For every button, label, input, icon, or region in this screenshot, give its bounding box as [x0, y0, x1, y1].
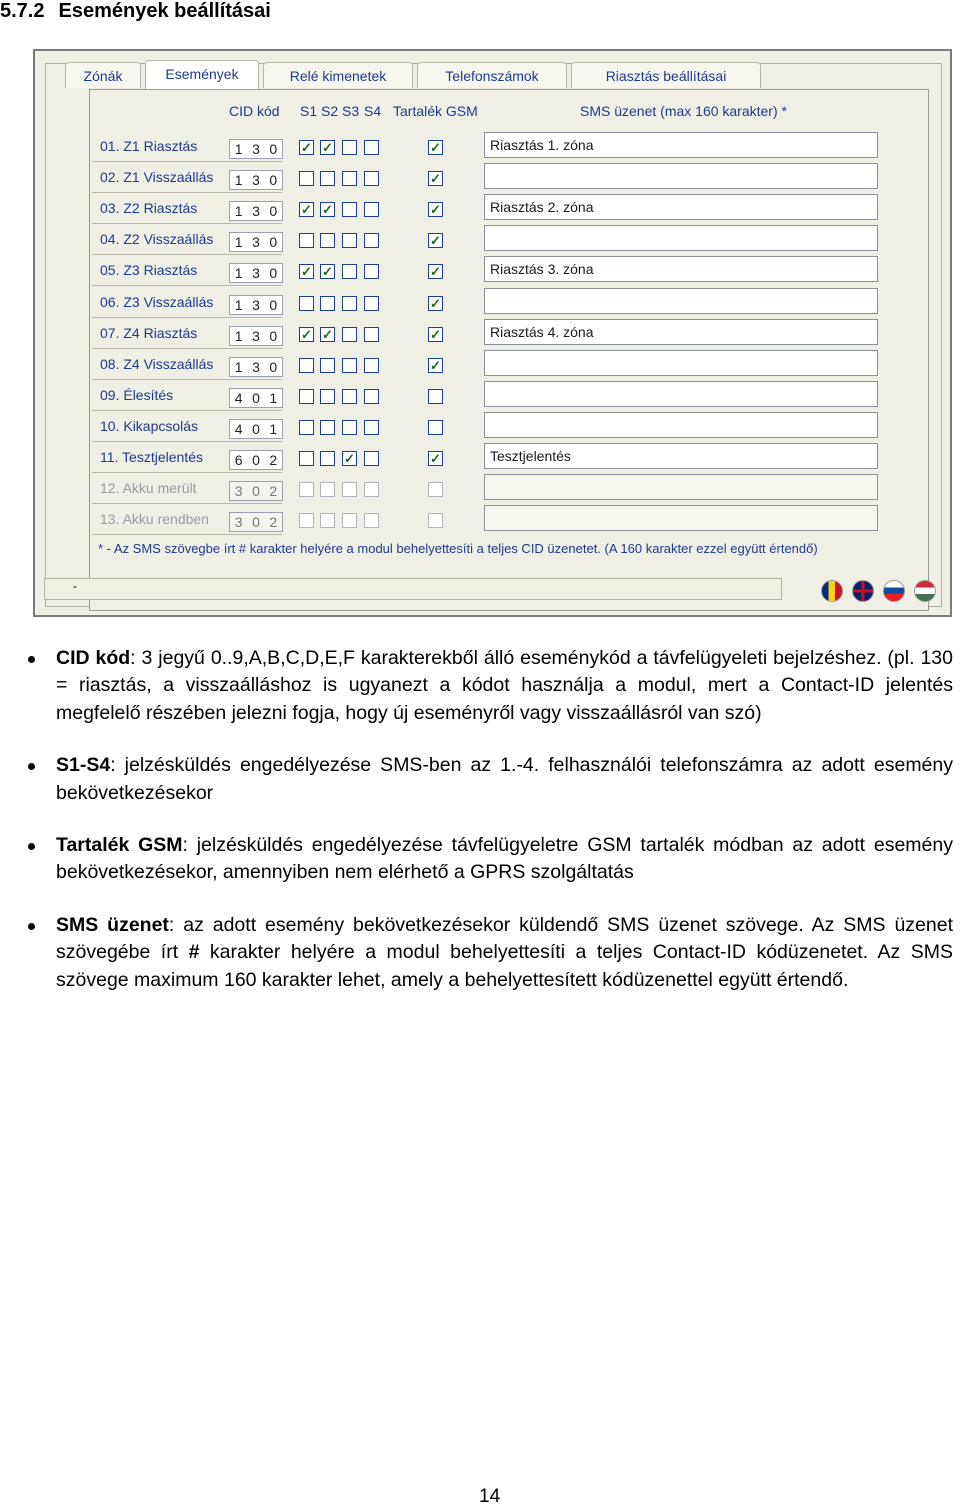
checkbox-s3[interactable] — [342, 233, 357, 248]
cid-digit: 0 — [269, 172, 278, 188]
cid-digit: 0 — [269, 141, 278, 157]
header-sms: SMS üzenet (max 160 karakter) * — [580, 103, 787, 119]
checkbox-s4[interactable] — [364, 327, 379, 342]
cid-digit: 0 — [252, 514, 260, 530]
checkbox-s1[interactable] — [299, 513, 314, 528]
sms-text-field[interactable] — [484, 381, 878, 407]
cid-code-field[interactable] — [229, 201, 283, 221]
checkbox-s1[interactable]: ✓ — [299, 140, 314, 155]
checkbox-s4[interactable] — [364, 420, 379, 435]
tab-zonak[interactable]: Zónák — [65, 62, 141, 88]
checkbox-s4[interactable] — [364, 451, 379, 466]
header-cid: CID kód — [229, 103, 280, 119]
checkbox-s1[interactable] — [299, 482, 314, 497]
tab-riasztas-beallitasai[interactable]: Riasztás beállításai — [571, 62, 761, 88]
checkbox-s2[interactable] — [320, 420, 335, 435]
checkbox-backup-gsm[interactable]: ✓ — [428, 451, 443, 466]
checkbox-s3[interactable] — [342, 389, 357, 404]
cid-digit: 0 — [252, 390, 260, 406]
flag-uk-icon[interactable] — [852, 580, 874, 602]
cid-digit: 2 — [269, 452, 278, 468]
checkbox-backup-gsm[interactable]: ✓ — [428, 171, 443, 186]
header-s3: S3 — [342, 103, 360, 119]
sms-text-field[interactable] — [484, 412, 878, 438]
bullet-text: : 3 jegyű 0..9,A,B,C,D,E,F karakterekből álló eseménykód a távfelügyeleti bejelzéshez. (pl. 130 = riasztás, a visszaálláshoz is ugyanezt a kódot használja a modul, mert a Contact-ID jelentés megfelelő részében jelezni fogja, hogy új eseményről vagy visszaállásról van szó) — [56, 647, 953, 724]
bullet-term: S1-S4 — [56, 754, 111, 777]
checkbox-s3[interactable] — [342, 171, 357, 186]
checkbox-s2[interactable]: ✓ — [320, 140, 335, 155]
row-divider — [92, 317, 282, 318]
event-label: 10. Kikapcsolás — [100, 418, 199, 434]
cid-digit: 0 — [269, 297, 278, 313]
checkbox-s2[interactable] — [320, 389, 335, 404]
checkbox-s4[interactable] — [364, 358, 379, 373]
bullet-term: Tartalék GSM — [56, 834, 183, 857]
cid-digit: 4 — [234, 421, 243, 437]
sms-text-field[interactable] — [484, 505, 878, 531]
bullet-s1-s4 — [28, 752, 953, 807]
checkbox-s3[interactable] — [342, 296, 357, 311]
checkbox-s2[interactable] — [320, 451, 335, 466]
cid-digit: 2 — [269, 514, 278, 530]
checkbox-backup-gsm[interactable] — [428, 389, 443, 404]
cid-digit: 3 — [252, 203, 260, 219]
cid-digit: 2 — [269, 483, 278, 499]
event-label: 02. Z1 Visszaállás — [100, 169, 214, 185]
cid-code-field[interactable] — [229, 481, 283, 501]
checkbox-backup-gsm[interactable] — [428, 482, 443, 497]
checkbox-backup-gsm[interactable]: ✓ — [428, 233, 443, 248]
bullet-term: SMS üzenet — [56, 913, 169, 936]
cid-code-field[interactable] — [229, 419, 283, 439]
cid-digit: 3 — [252, 172, 260, 188]
checkbox-s1[interactable] — [299, 358, 314, 373]
cid-digit: 1 — [234, 359, 243, 375]
cid-digit: 1 — [234, 265, 243, 281]
row-divider — [92, 161, 282, 162]
cid-digit: 1 — [234, 328, 243, 344]
row-divider — [92, 348, 282, 349]
checkbox-s4[interactable] — [364, 513, 379, 528]
cid-code-field[interactable] — [229, 357, 283, 377]
cid-digit: 0 — [269, 203, 278, 219]
cid-digit: 0 — [252, 483, 260, 499]
header-s2: S2 — [321, 103, 339, 119]
checkbox-s1[interactable]: ✓ — [299, 264, 314, 279]
row-divider — [92, 503, 282, 504]
checkbox-backup-gsm[interactable]: ✓ — [428, 202, 443, 217]
sms-text-field[interactable] — [484, 350, 878, 376]
row-divider — [92, 254, 282, 255]
checkbox-s2[interactable] — [320, 513, 335, 528]
cid-digit: 0 — [269, 234, 278, 250]
checkbox-s2[interactable] — [320, 482, 335, 497]
checkbox-s1[interactable]: ✓ — [299, 327, 314, 342]
checkbox-s2[interactable]: ✓ — [320, 202, 335, 217]
event-label: 11. Tesztjelentés — [100, 449, 203, 465]
row-divider — [92, 379, 282, 380]
event-label: 04. Z2 Visszaállás — [100, 231, 214, 247]
cid-digit: 1 — [269, 421, 278, 437]
footnote: * - Az SMS szövegbe írt # karakter helyére a modul behelyettesíti a teljes CID üzenetet. (A 160 karakter ezzel együtt értendő) — [98, 541, 818, 556]
event-label: 06. Z3 Visszaállás — [100, 294, 214, 310]
checkbox-s2[interactable] — [320, 296, 335, 311]
cid-digit: 3 — [252, 297, 260, 313]
bullet-text: : az adott esemény bekövetkezésekor küldendő SMS üzenet szövege. Az SMS üzenet szövegébe írt — [56, 913, 953, 964]
checkbox-s3[interactable] — [342, 264, 357, 279]
checkbox-s2[interactable]: ✓ — [320, 327, 335, 342]
checkbox-s3[interactable] — [342, 420, 357, 435]
bullet-term: CID kód — [56, 647, 131, 669]
checkbox-s1[interactable] — [299, 171, 314, 186]
status-bar: - — [44, 578, 782, 600]
bullet-backup-gsm — [28, 832, 953, 887]
cid-digit: 1 — [234, 234, 243, 250]
header-backup-gsm: Tartalék GSM — [393, 103, 478, 119]
checkbox-backup-gsm[interactable]: ✓ — [428, 140, 443, 155]
bullet-text: : jelzésküldés engedélyezése távfelügyeletre GSM tartalék módban az adott esemény bekövetkezésekor, amennyiben nem elérhető a GPRS szolgáltatás — [56, 834, 953, 884]
row-divider — [92, 410, 282, 411]
checkbox-s2[interactable] — [320, 171, 335, 186]
row-divider — [92, 441, 282, 442]
cid-digit: 0 — [252, 452, 260, 468]
cid-digit: 3 — [252, 359, 260, 375]
checkbox-s3[interactable] — [342, 202, 357, 217]
tab-rele-kimenetek[interactable]: Relé kimenetek — [263, 62, 413, 88]
cid-digit: 1 — [234, 141, 243, 157]
bullet-cid — [28, 645, 953, 727]
checkbox-s3[interactable]: ✓ — [342, 451, 357, 466]
checkbox-s4[interactable] — [364, 202, 379, 217]
checkbox-backup-gsm[interactable]: ✓ — [428, 264, 443, 279]
checkbox-s3[interactable] — [342, 482, 357, 497]
cid-digit: 3 — [252, 328, 260, 344]
cid-digit: 1 — [234, 203, 243, 219]
cid-code-field[interactable] — [229, 388, 283, 408]
checkbox-backup-gsm[interactable]: ✓ — [428, 358, 443, 373]
cid-digit: 3 — [252, 141, 260, 157]
header-s4: S4 — [364, 103, 382, 119]
bullet-list — [28, 645, 953, 1019]
event-label: 05. Z3 Riasztás — [100, 262, 198, 278]
checkbox-s4[interactable] — [364, 264, 379, 279]
checkbox-s2[interactable]: ✓ — [320, 264, 335, 279]
event-label: 09. Élesítés — [100, 387, 174, 403]
checkbox-backup-gsm[interactable] — [428, 420, 443, 435]
cid-digit: 1 — [234, 172, 243, 188]
cid-digit: 0 — [269, 359, 278, 375]
cid-digit: 4 — [234, 390, 243, 406]
bullet-sms — [28, 912, 953, 994]
sms-text-field[interactable]: Riasztás 2. zóna — [484, 194, 878, 220]
sms-text-field[interactable]: Riasztás 1. zóna — [484, 132, 878, 158]
flag-slovakia-icon[interactable] — [883, 580, 905, 602]
row-divider — [92, 534, 282, 535]
cid-code-field[interactable] — [229, 295, 283, 315]
cid-digit: 3 — [252, 234, 260, 250]
cid-code-field[interactable] — [229, 512, 283, 532]
checkbox-s3[interactable] — [342, 513, 357, 528]
cid-code-field[interactable] — [229, 263, 283, 283]
bullet-text-cont: karakter helyére a modul behelyettesíti a teljes Contact-ID kódüzenetet. Az SMS szövege maximum 160 karakter lehet, amely a behelyettesített kódüzenettel együtt értendő. — [56, 941, 954, 991]
cid-digit: 6 — [234, 452, 243, 468]
checkbox-s4[interactable] — [364, 233, 379, 248]
cid-digit: 0 — [252, 421, 260, 437]
checkbox-s4[interactable] — [364, 171, 379, 186]
tab-telefonszamok[interactable]: Telefonszámok — [417, 62, 567, 88]
event-label: 03. Z2 Riasztás — [100, 200, 198, 216]
checkbox-s4[interactable] — [364, 140, 379, 155]
checkbox-s1[interactable]: ✓ — [299, 202, 314, 217]
checkbox-s2[interactable] — [320, 358, 335, 373]
checkbox-backup-gsm[interactable] — [428, 513, 443, 528]
sms-text-field[interactable]: Riasztás 4. zóna — [484, 319, 878, 345]
row-divider — [92, 223, 282, 224]
checkbox-s4[interactable] — [364, 296, 379, 311]
checkbox-s1[interactable] — [299, 451, 314, 466]
cid-digit: 0 — [269, 328, 278, 344]
cid-digit: 1 — [234, 297, 243, 313]
event-label: 01. Z1 Riasztás — [100, 138, 198, 154]
tab-esemenyek[interactable]: Események — [145, 60, 259, 90]
cid-digit: 1 — [269, 390, 278, 406]
checkbox-backup-gsm[interactable]: ✓ — [428, 327, 443, 342]
cid-code-field[interactable] — [229, 139, 283, 159]
cid-code-field[interactable] — [229, 326, 283, 346]
bullet-text: : jelzésküldés engedélyezése SMS-ben az 1.-4. felhasználói telefonszámra az adott esemény bekövetkezésekor — [56, 754, 953, 804]
event-label: 08. Z4 Visszaállás — [100, 356, 214, 372]
page-number: 14 — [479, 1486, 501, 1507]
cid-digit: 3 — [234, 483, 243, 499]
cid-code-field[interactable] — [229, 450, 283, 470]
bullet-hash: # — [188, 941, 200, 964]
event-label: 07. Z4 Riasztás — [100, 325, 198, 341]
checkbox-s3[interactable] — [342, 140, 357, 155]
row-divider — [92, 472, 282, 473]
cid-digit: 3 — [252, 265, 260, 281]
checkbox-s1[interactable] — [299, 420, 314, 435]
checkbox-s4[interactable] — [364, 482, 379, 497]
checkbox-backup-gsm[interactable]: ✓ — [428, 296, 443, 311]
sms-text-field[interactable] — [484, 288, 878, 314]
event-label: 13. Akku rendben — [100, 511, 209, 527]
checkbox-s3[interactable] — [342, 358, 357, 373]
checkbox-s4[interactable] — [364, 389, 379, 404]
sms-text-field[interactable]: Tesztjelentés — [484, 443, 878, 469]
cid-code-field[interactable] — [229, 170, 283, 190]
cid-digit: 0 — [269, 265, 278, 281]
sms-text-field[interactable] — [484, 474, 878, 500]
checkbox-s1[interactable] — [299, 233, 314, 248]
header-s1: S1 — [300, 103, 318, 119]
flag-romania-icon[interactable] — [821, 580, 843, 602]
row-divider — [92, 192, 282, 193]
sms-text-field[interactable] — [484, 225, 878, 251]
checkbox-s2[interactable] — [320, 233, 335, 248]
row-divider — [92, 285, 282, 286]
checkbox-s1[interactable] — [299, 296, 314, 311]
sms-text-field[interactable]: Riasztás 3. zóna — [484, 256, 878, 282]
section-heading — [0, 0, 285, 23]
event-label: 12. Akku merült — [100, 480, 197, 496]
section-title: Események beállításai — [58, 0, 271, 22]
cid-code-field[interactable] — [229, 232, 283, 252]
checkbox-s1[interactable] — [299, 389, 314, 404]
section-number: 5.7.2 — [0, 0, 45, 22]
flag-hungary-icon[interactable] — [914, 580, 936, 602]
checkbox-s3[interactable] — [342, 327, 357, 342]
sms-text-field[interactable] — [484, 163, 878, 189]
cid-digit: 3 — [234, 514, 243, 530]
